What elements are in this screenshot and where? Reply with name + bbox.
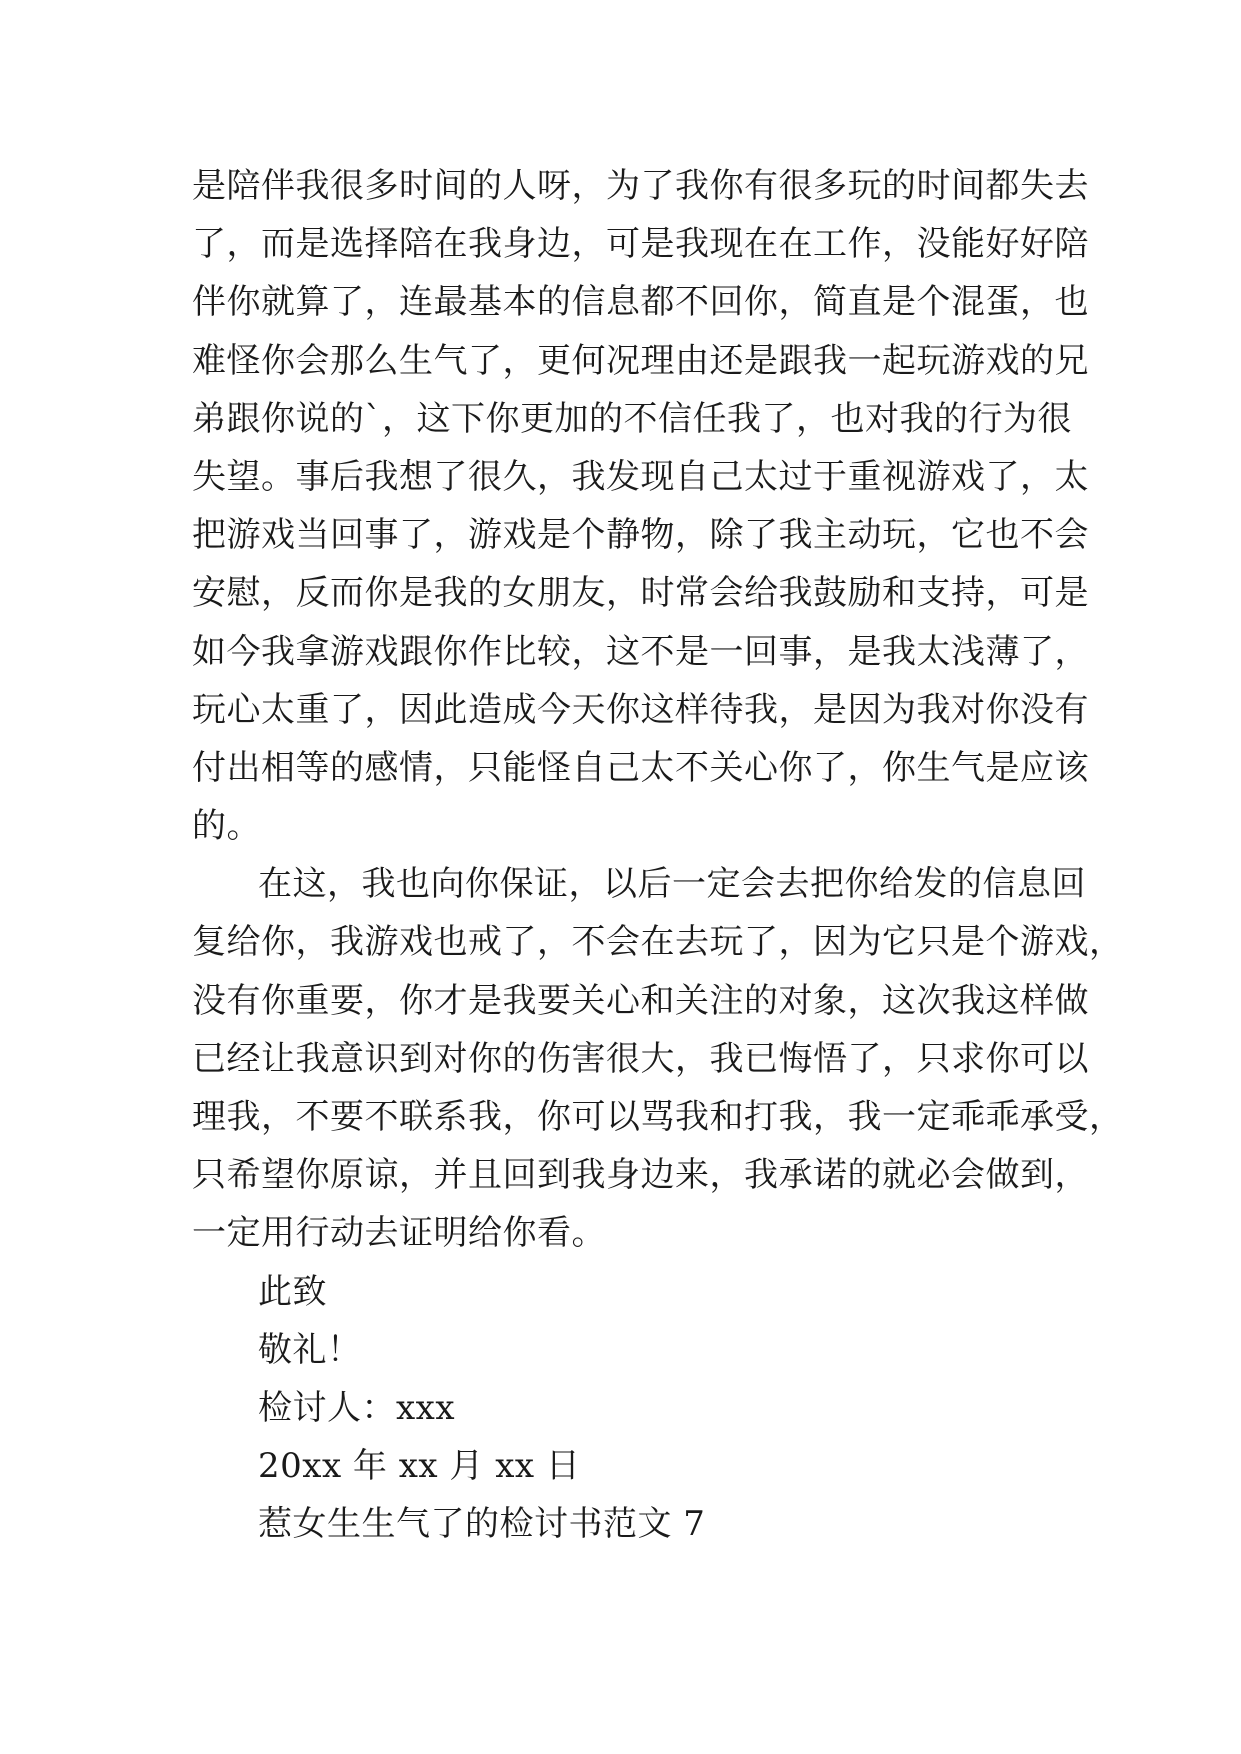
text-line: 把游戏当回事了，游戏是个静物，除了我主动玩，它也不会 bbox=[192, 515, 1089, 556]
salute-line: 敬礼！ bbox=[258, 1329, 362, 1370]
date-line: 20xx 年 xx 月 xx 日 bbox=[258, 1446, 581, 1487]
next-section-title: 惹女生生气了的检讨书范文 7 bbox=[258, 1504, 706, 1545]
text-line: 弟跟你说的`，这下你更加的不信任我了，也对我的行为很 bbox=[192, 398, 1072, 439]
text-line: 已经让我意识到对你的伤害很大，我已悔悟了，只求你可以 bbox=[192, 1038, 1089, 1079]
text-line: 没有你重要，你才是我要关心和关注的对象，这次我这样做 bbox=[192, 980, 1089, 1021]
signature-line: 检讨人：xxx bbox=[258, 1387, 456, 1428]
text-line: 如今我拿游戏跟你作比较，这不是一回事，是我太浅薄了， bbox=[192, 631, 1089, 672]
text-line: 伴你就算了，连最基本的信息都不回你，简直是个混蛋，也 bbox=[192, 282, 1089, 323]
letter-body bbox=[192, 157, 1124, 1554]
text-line: 一定用行动去证明给你看。 bbox=[192, 1213, 606, 1254]
paragraph-2 bbox=[192, 855, 1124, 1262]
text-line: 难怪你会那么生气了，更何况理由还是跟我一起玩游戏的兄 bbox=[192, 340, 1089, 381]
paragraph-1 bbox=[192, 157, 1092, 855]
closing-line: 此致 bbox=[258, 1271, 327, 1312]
text-line: 了，而是选择陪在我身边，可是我现在在工作，没能好好陪 bbox=[192, 224, 1089, 265]
text-line: 付出相等的感情，只能怪自己太不关心你了，你生气是应该 bbox=[192, 747, 1089, 788]
text-line: 在这，我也向你保证，以后一定会去把你给发的信息回 bbox=[258, 864, 1086, 905]
text-line: 失望。事后我想了很久，我发现自己太过于重视游戏了，太 bbox=[192, 456, 1089, 497]
text-line: 玩心太重了，因此造成今天你这样待我，是因为我对你没有 bbox=[192, 689, 1089, 730]
text-line: 的。 bbox=[192, 806, 261, 847]
text-line: 是陪伴我很多时间的人呀，为了我你有很多玩的时间都失去 bbox=[192, 166, 1089, 206]
text-line: 理我，不要不联系我，你可以骂我和打我，我一定乖乖承受， bbox=[192, 1097, 1124, 1137]
text-line: 复给你，我游戏也戒了，不会在去玩了，因为它只是个游戏， bbox=[192, 922, 1124, 963]
text-line: 只希望你原谅，并且回到我身边来，我承诺的就必会做到， bbox=[192, 1155, 1089, 1196]
text-line: 安慰，反而你是我的女朋友，时常会给我鼓励和支持，可是 bbox=[192, 573, 1089, 614]
